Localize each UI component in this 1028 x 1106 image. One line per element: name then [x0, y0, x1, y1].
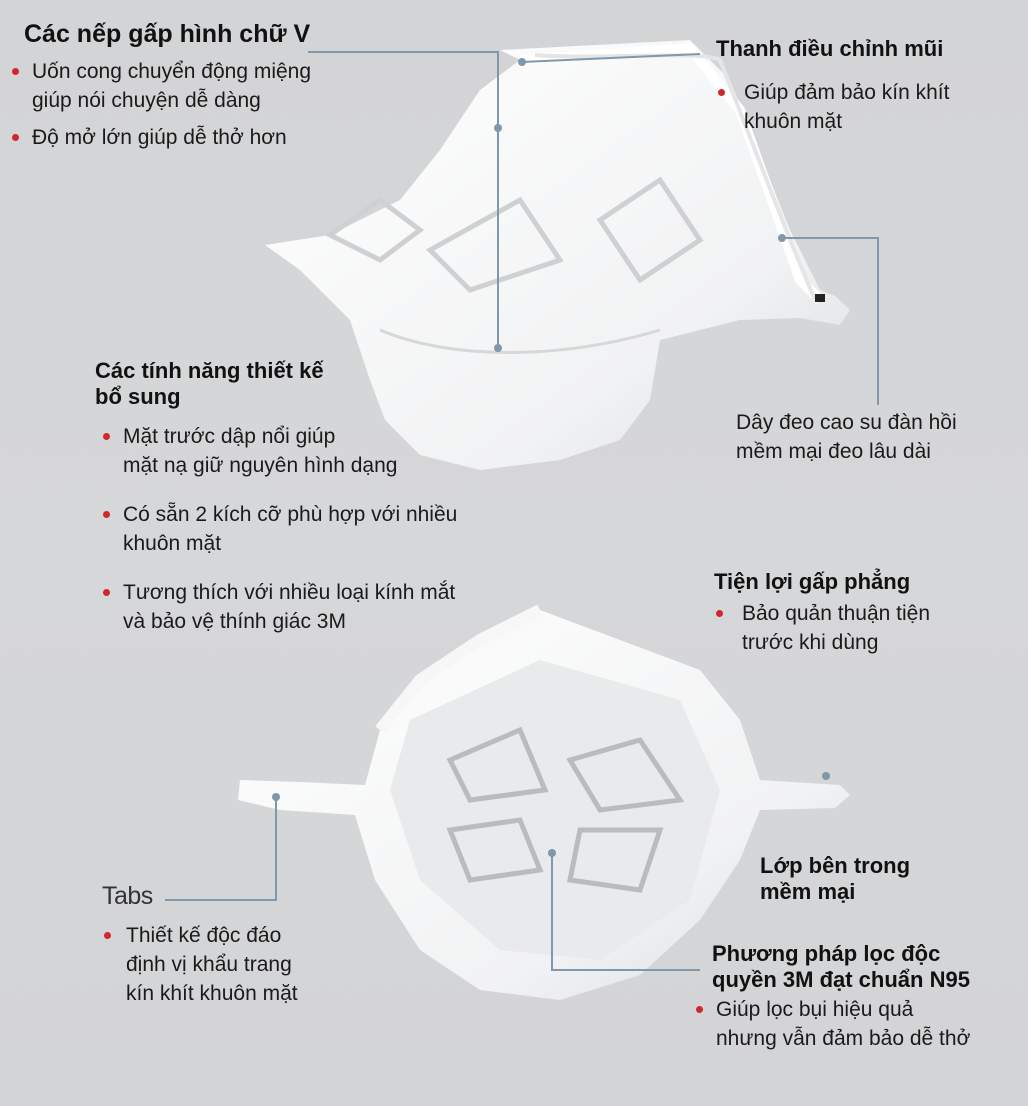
inner-layer-title: Lớp bên trong mềm mại	[760, 853, 911, 904]
tabs-title: Tabs	[102, 882, 153, 910]
straps-text: Dây đeo cao su đàn hồi mềm mại đeo lâu dài	[736, 411, 957, 463]
filter-title: Phương pháp lọc độc quyền 3M đạt chuẩn N95	[712, 941, 970, 992]
bullet-icon	[696, 1006, 703, 1013]
additional-item: Mặt trước dập nổi giúp mặt nạ giữ nguyên hình dạng	[101, 422, 457, 480]
additional-item: Tương thích với nhiều loại kính mắt và bảo vệ thính giác 3M	[101, 578, 457, 636]
flat-fold-section	[714, 569, 930, 657]
filter-item: Giúp lọc bụi hiệu quả nhưng vẫn đảm bảo dễ thở	[694, 995, 970, 1053]
bullet-icon	[103, 589, 110, 596]
additional-section	[95, 358, 457, 636]
nose-clip-section	[716, 36, 949, 136]
v-folds-section	[24, 20, 311, 152]
filter-section	[712, 941, 970, 1053]
v-folds-item: Độ mở lớn giúp dễ thở hơn	[10, 123, 311, 152]
flat-fold-title: Tiện lợi gấp phẳng	[714, 569, 911, 594]
bullet-icon	[718, 89, 725, 96]
v-folds-title: Các nếp gấp hình chữ V	[24, 20, 311, 48]
bullet-icon	[103, 511, 110, 518]
additional-item: Có sẵn 2 kích cỡ phù hợp với nhiều khuôn mặt	[101, 500, 457, 558]
bullet-icon	[12, 134, 19, 141]
flat-fold-item: Bảo quản thuận tiện trước khi dùng	[714, 599, 930, 657]
v-folds-item: Uốn cong chuyển động miệng giúp nói chuyện dễ dàng	[10, 57, 311, 115]
tabs-section	[102, 882, 298, 1008]
tabs-item: Thiết kế độc đáo định vị khẩu trang kín khít khuôn mặt	[102, 921, 298, 1008]
bullet-icon	[12, 68, 19, 75]
bullet-icon	[103, 433, 110, 440]
bullet-icon	[104, 932, 111, 939]
additional-title: Các tính năng thiết kế bổ sung	[95, 358, 324, 409]
bullet-icon	[716, 610, 723, 617]
nose-clip-item: Giúp đảm bảo kín khít khuôn mặt	[716, 78, 949, 136]
nose-clip-title: Thanh điều chỉnh mũi	[716, 36, 944, 61]
